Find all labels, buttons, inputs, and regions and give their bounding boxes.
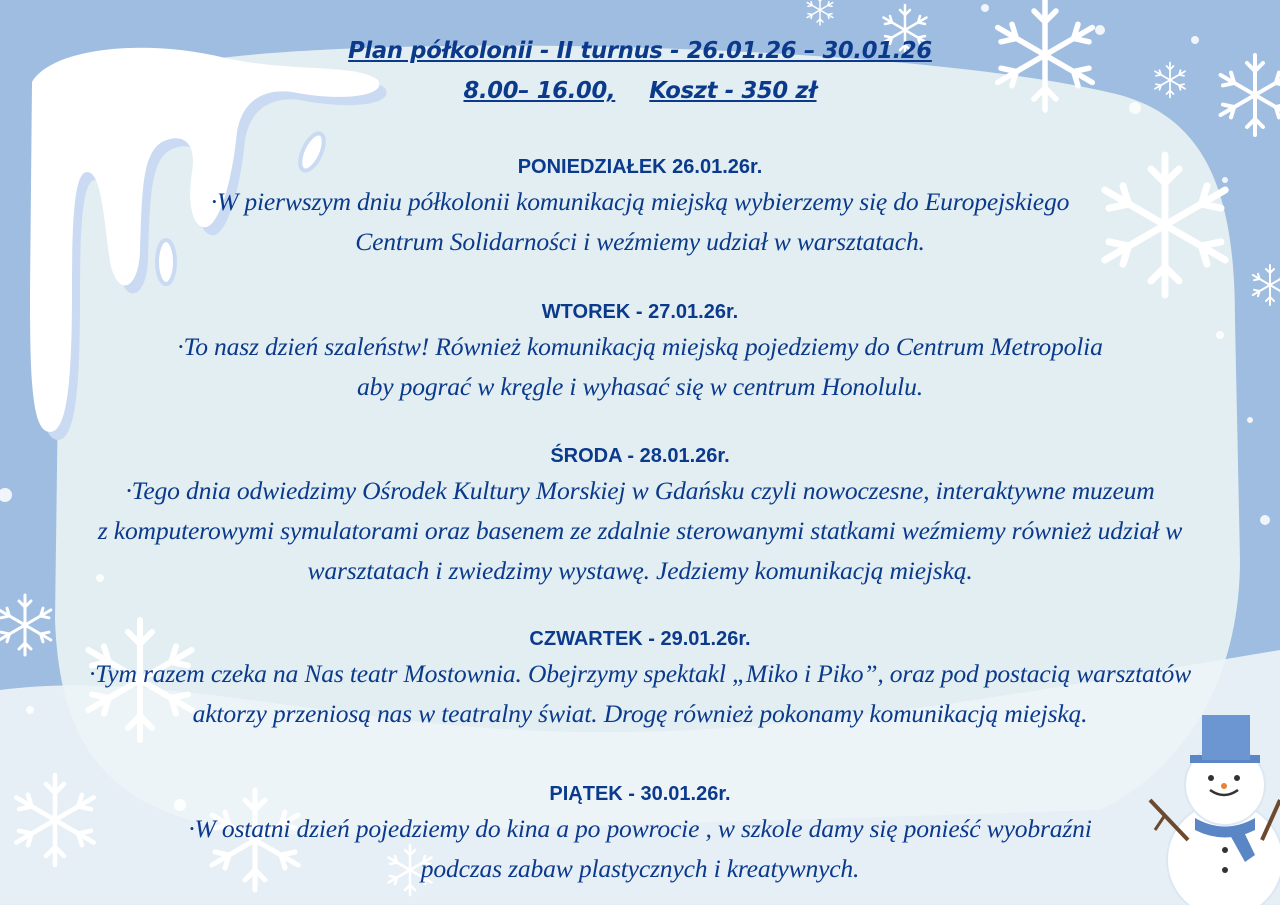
day-description-wednesday bbox=[0, 471, 1280, 591]
hours-and-cost bbox=[0, 78, 1280, 104]
day-description-thursday bbox=[0, 654, 1280, 734]
cost-text: Koszt - 350 zł bbox=[649, 78, 817, 104]
description-line: podczas zabaw plastycznych i kreatywnych. bbox=[420, 854, 860, 883]
day-heading-tuesday: WTOREK - 27.01.26r. bbox=[541, 301, 739, 323]
description-line: ·W ostatni dzień pojedziemy do kina a po powrocie , w szkole damy się ponieść wyobraźni bbox=[188, 814, 1092, 843]
description-line: ·Tego dnia odwiedzimy Ośrodek Kultury Morskiej w Gdańsku czyli nowoczesne, interaktywne muzeum bbox=[125, 476, 1155, 505]
hours-text: 8.00– 16.00, bbox=[463, 78, 616, 104]
day-description-friday bbox=[0, 809, 1280, 889]
description-line: ·W pierwszym dniu półkolonii komunikacją miejską wybierzemy się do Europejskiego bbox=[210, 187, 1070, 216]
description-line: Centrum Solidarności i weźmiemy udział w warsztatach. bbox=[355, 227, 925, 256]
day-heading-thursday: CZWARTEK - 29.01.26r. bbox=[529, 628, 751, 650]
description-line: ·To nasz dzień szaleństw! Również komunikacją miejską pojedziemy do Centrum Metropolia bbox=[177, 332, 1103, 361]
day-heading-friday: PIĄTEK - 30.01.26r. bbox=[549, 783, 731, 805]
description-line: warsztatach i zwiedzimy wystawę. Jedziemy komunikacją miejską. bbox=[307, 556, 973, 585]
description-line: aktorzy przeniosą nas w teatralny świat. Drogę również pokonamy komunikacją miejską. bbox=[192, 699, 1088, 728]
description-line: aby pograć w kręgle i wyhasać się w centrum Honolulu. bbox=[357, 372, 923, 401]
description-line: ·Tym razem czeka na Nas teatr Mostownia. Obejrzymy spektakl „Miko i Piko”, oraz pod postacią warsztatów bbox=[88, 659, 1192, 688]
day-description-tuesday bbox=[0, 327, 1280, 407]
day-heading-wednesday: ŚRODA - 28.01.26r. bbox=[550, 445, 730, 467]
description-line: z komputerowymi symulatorami oraz basenem ze zdalnie sterowanymi statkami weźmiemy również udział w bbox=[97, 516, 1183, 545]
plan-title: Plan półkolonii - II turnus - 26.01.26 – 30.01.26 bbox=[348, 38, 932, 64]
day-description-monday bbox=[0, 182, 1280, 262]
day-heading-monday: PONIEDZIAŁEK 26.01.26r. bbox=[517, 156, 763, 178]
